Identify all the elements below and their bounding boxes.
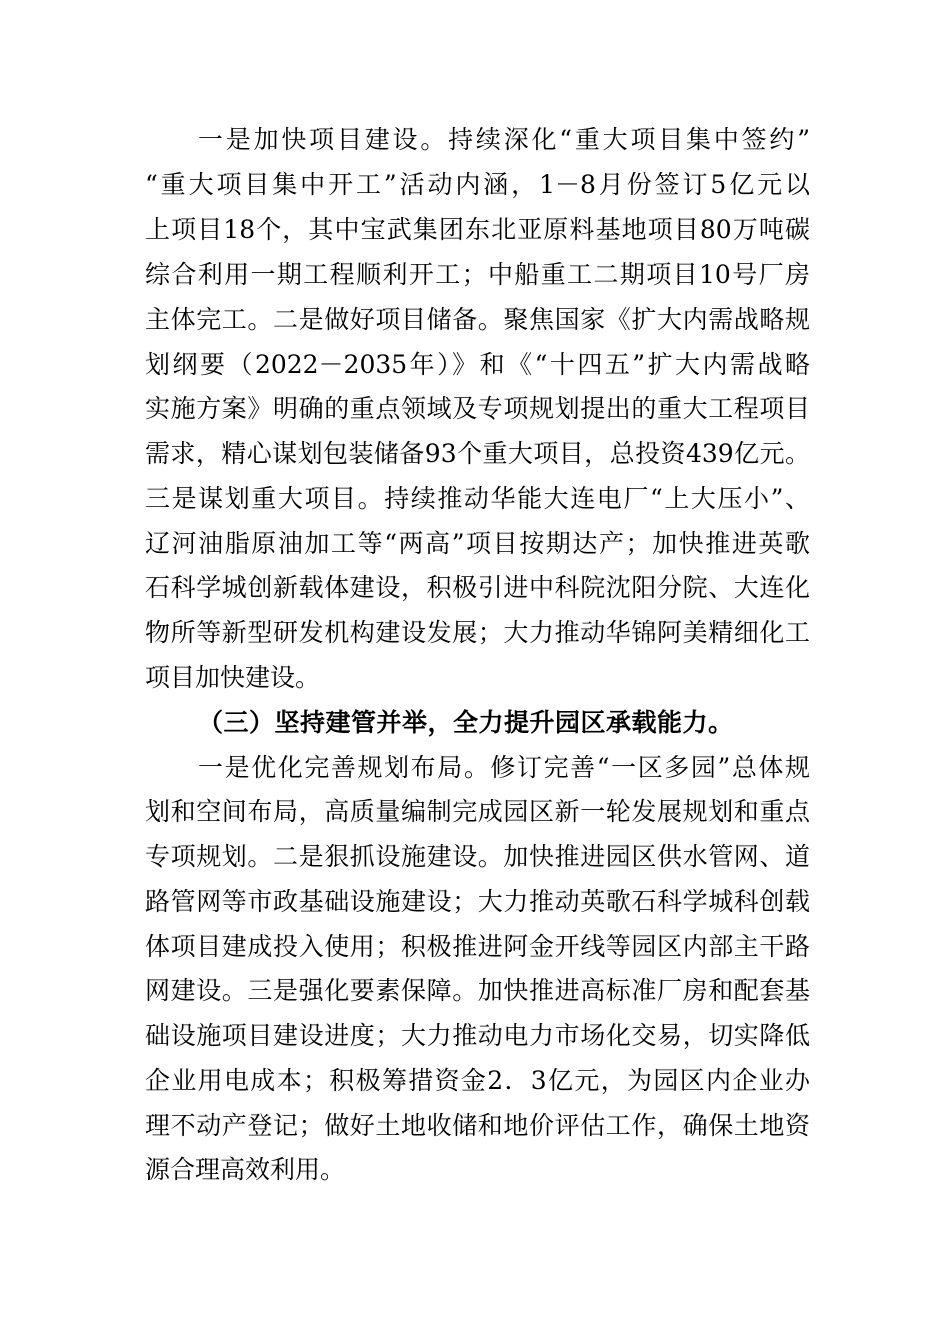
paragraph-2-line-1: 一是优化完善规划布局。修订完善“一区多园”总体规	[198, 753, 810, 782]
paragraph-1-line-11: 石科学城创新载体建设，积极引进中科院沈阳分院、大连化	[145, 573, 810, 602]
paragraph-2-line-9: 理不动产登记；做好土地收储和地价评估工作，确保土地资	[145, 1111, 810, 1140]
paragraph-2-line-6: 网建设。三是强化要素保障。加快推进高标准厂房和配套基	[145, 976, 810, 1005]
section-heading: （三）坚持建管并举，全力提升园区承载能力。	[198, 708, 734, 737]
paragraph-1-line-9: 三是谋划重大项目。持续推动华能大连电厂“上大压小”、	[145, 484, 810, 513]
paragraph-1-line-8: 需求，精心谋划包装储备93个重大项目，总投资439亿元。	[145, 439, 810, 468]
paragraph-1-line-2: “重大项目集中开工”活动内涵，1－8月份签订5亿元以	[145, 170, 810, 199]
paragraph-1-line-13: 项目加快建设。	[145, 663, 321, 692]
paragraph-2-line-2: 划和空间布局，高质量编制完成园区新一轮发展规划和重点	[145, 797, 810, 826]
paragraph-2-line-8: 企业用电成本；积极筹措资金2．3亿元，为园区内企业办	[145, 1066, 810, 1095]
paragraph-1-line-5: 主体完工。二是做好项目储备。聚焦国家《扩大内需战略规	[145, 305, 810, 334]
paragraph-2-line-10: 源合理高效利用。	[145, 1155, 346, 1184]
paragraph-1-line-4: 综合利用一期工程顺利开工；中船重工二期项目10号厂房	[145, 260, 810, 289]
paragraph-1-line-6: 划纲要（2022－2035年）》和《“十四五”扩大内需战略	[145, 350, 810, 379]
paragraph-1-line-10: 辽河油脂原油加工等“两高”项目按期达产；加快推进英歌	[145, 529, 810, 558]
paragraph-2-line-4: 路管网等市政基础设施建设；大力推动英歌石科学城科创载	[145, 887, 810, 916]
paragraph-1-line-12: 物所等新型研发机构建设发展；大力推动华锦阿美精细化工	[145, 618, 810, 647]
paragraph-2-line-5: 体项目建成投入使用；积极推进阿金开线等园区内部主干路	[145, 932, 810, 961]
paragraph-2-line-3: 专项规划。二是狠抓设施建设。加快推进园区供水管网、道	[145, 842, 810, 871]
paragraph-1-line-3: 上项目18个，其中宝武集团东北亚原料基地项目80万吨碳	[145, 215, 810, 244]
paragraph-2-line-7: 础设施项目建设进度；大力推动电力市场化交易，切实降低	[145, 1021, 810, 1050]
paragraph-1-line-1: 一是加快项目建设。持续深化“重大项目集中签约”	[198, 125, 810, 154]
paragraph-1-line-7: 实施方案》明确的重点领域及专项规划提出的重大工程项目	[145, 394, 810, 423]
